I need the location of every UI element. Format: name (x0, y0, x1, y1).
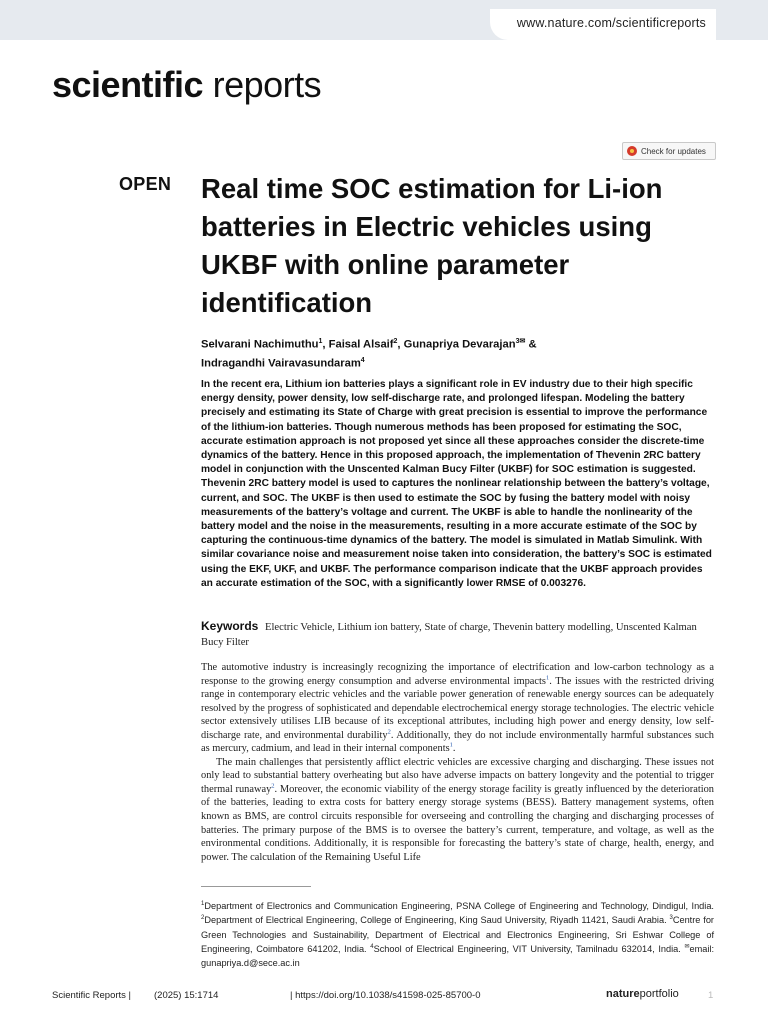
logo-bold: scientific (52, 64, 204, 105)
paragraph-text: The main challenges that persistently afflict electric vehicles are excessive charging and discharging. These issues not only lead to substantial battery overheating but also have adverse impacts on battery longevity and the potential to trigger thermal runaway (201, 756, 714, 795)
abstract: In the recent era, Lithium ion batteries plays a significant role in EV industry due to their high specific energy density, power density, low self-discharge rate, and prolonged lifespan. Modeling the battery precisely and estimating its State of Charge with great precision is essential to improve the performance of the lithium-ion batteries. Though numerous methods has been proposed for estimating the SOC, accurate estimation approach is not proposed yet since all these approaches consider the discrete-time dynamics of the battery. Hence in this proposed approach, the implementation of Thevenin 2RC battery model in conjunction with the Unscented Kalman Bucy Filter (UKBF) for SOC estimation is suggested. Thevenin 2RC battery model is used to captures the nonlinear relationship between the battery’s voltage, current, and SOC. The UKBF is then used to estimate the SOC by fusing the battery model with noisy measurements of the battery’s voltage and current. The UKBF is able to handle the nonlinearity of the battery model and the noise in the measurements, resulting in a more accurate estimate of the SOC by capturing the continuous-time dynamics of the battery. The model is simulated in Matlab Simulink. With similar covariance noise and measurement noise taken into consideration, the battery’s SOC is estimated using the EKF, UKF, and UKBF. The performance comparison indicate that the UKBF approach provides an accurate estimation of the SOC, with a significantly lower RMSE of 0.003276. (201, 379, 712, 589)
mail-icon: ✉ (684, 943, 690, 950)
logo-light: reports (212, 64, 322, 105)
citation-ref[interactable]: 2 (387, 728, 391, 736)
paragraph-text: . (452, 743, 456, 755)
author-sep: & (525, 338, 537, 351)
footer-journal: Scientific Reports | (52, 990, 132, 1001)
citation-ref[interactable]: 1 (545, 674, 550, 682)
paragraph-text: . The issues with the restricted driving range in contemporary electric vehicles and the variable power generation of renewable energy sources can be adequately resolved by the progress of sophisticated and dependable electrochemical energy storage technologies. The electric vehicle sector extensively utilises LIB because of its exceptional attributes, including high power and energy density, low self-discharge rate, and environmental durability (201, 675, 714, 741)
journal-logo[interactable] (52, 64, 322, 105)
affil-sup: 4 (370, 943, 374, 950)
affiliation: Department of Electronics and Communication Engineering, PSNA College of Engineering and Technology, Dindigul, India. (204, 901, 714, 911)
body-text (201, 661, 714, 864)
open-access-label: OPEN (119, 174, 172, 194)
paragraph (201, 756, 714, 864)
author-sep: , (397, 338, 404, 351)
author-name[interactable]: Gunapriya Devarajan (403, 338, 516, 351)
footer-volume: (2025) 15:1714 (154, 990, 219, 1001)
author-name[interactable]: Selvarani Nachimuthu (201, 338, 319, 351)
affiliation: Department of Electrical Engineering, College of Engineering, King Saud University, Riyadh 11421, Saudi Arabia. (204, 915, 670, 926)
affil-sup: 2 (201, 915, 205, 922)
affiliations (201, 899, 714, 970)
check-updates-label: Check for updates (641, 146, 706, 156)
paragraph-text: . Moreover, the economic viability of the energy storage facility is greatly influenced by the deterioration of the batteries, leading to extra costs for battery energy storage systems (BESS). Battery management systems, often known as BMS, are control circuits responsible for overseeing and controlling the charging and discharging processes of batteries. The primary purpose of the BMS is to oversee the battery’s current, temperature, and voltage, as well as the environmental conditions. Additionally, it is responsible for forecasting the battery’s state of charge, health, energy, and power. The calculation of the Remaining Useful Life (201, 783, 714, 863)
doi-link[interactable]: | https://doi.org/10.1038/s41598-025-85700-0 (290, 990, 481, 1001)
page-number: 1 (708, 990, 714, 1001)
keywords-list: Electric Vehicle, Lithium ion battery, State of charge, Thevenin battery modelling, Unscented Kalman Bucy Filter (201, 622, 697, 648)
article-title: Real time SOC estimation for Li-ion batteries in Electric vehicles using UKBF with online parameter identification (201, 173, 663, 318)
author-list (201, 334, 681, 371)
author-name[interactable]: Faisal Alsaif (328, 338, 394, 351)
journal-url-link[interactable]: www.nature.com/scientificreports (516, 16, 706, 30)
publisher-light: portfolio (639, 988, 679, 1000)
citation-ref[interactable]: 2 (271, 782, 275, 790)
author-affil-sup: 1 (318, 338, 323, 345)
email-link[interactable]: email: gunapriya.d@sece.ac.in (201, 943, 714, 969)
affiliation: School of Electrical Engineering, VIT University, Tamilnadu 632014, India. (373, 943, 685, 954)
affil-sup: 3 (669, 915, 673, 922)
keywords (201, 619, 713, 650)
paragraph-text: . Additionally, they do not include environmentally harmful substances such as mercury, cadmium, and lead in their internal components (201, 729, 714, 755)
affil-sup: 1 (201, 900, 205, 907)
publisher-bold: nature (606, 988, 640, 1000)
crossmark-icon (627, 146, 637, 156)
author-affil-sup: 2 (393, 338, 398, 345)
check-for-updates-button[interactable] (622, 142, 716, 160)
footnote-divider (201, 886, 311, 887)
paragraph (201, 661, 714, 756)
author-affil-sup: 3✉ (515, 338, 526, 345)
author-sep: , (322, 338, 329, 351)
author-affil-sup: 4 (360, 356, 365, 364)
paragraph-text: The automotive industry is increasingly recognizing the importance of electrification and low-carbon technology as a response to the growing energy consumption and adverse environmental impacts (201, 662, 714, 687)
affiliation: Centre for Green Technologies and Sustainability, Department of Electrical and Electronics Engineering, Sri Eshwar College of Engineering, Coimbatore 641202, India. (201, 915, 714, 954)
citation-ref[interactable]: 1 (449, 741, 453, 749)
author-name[interactable]: Indragandhi Vairavasundaram (201, 357, 361, 370)
publisher-logo (606, 988, 679, 1000)
keywords-label: Keywords (201, 619, 259, 633)
